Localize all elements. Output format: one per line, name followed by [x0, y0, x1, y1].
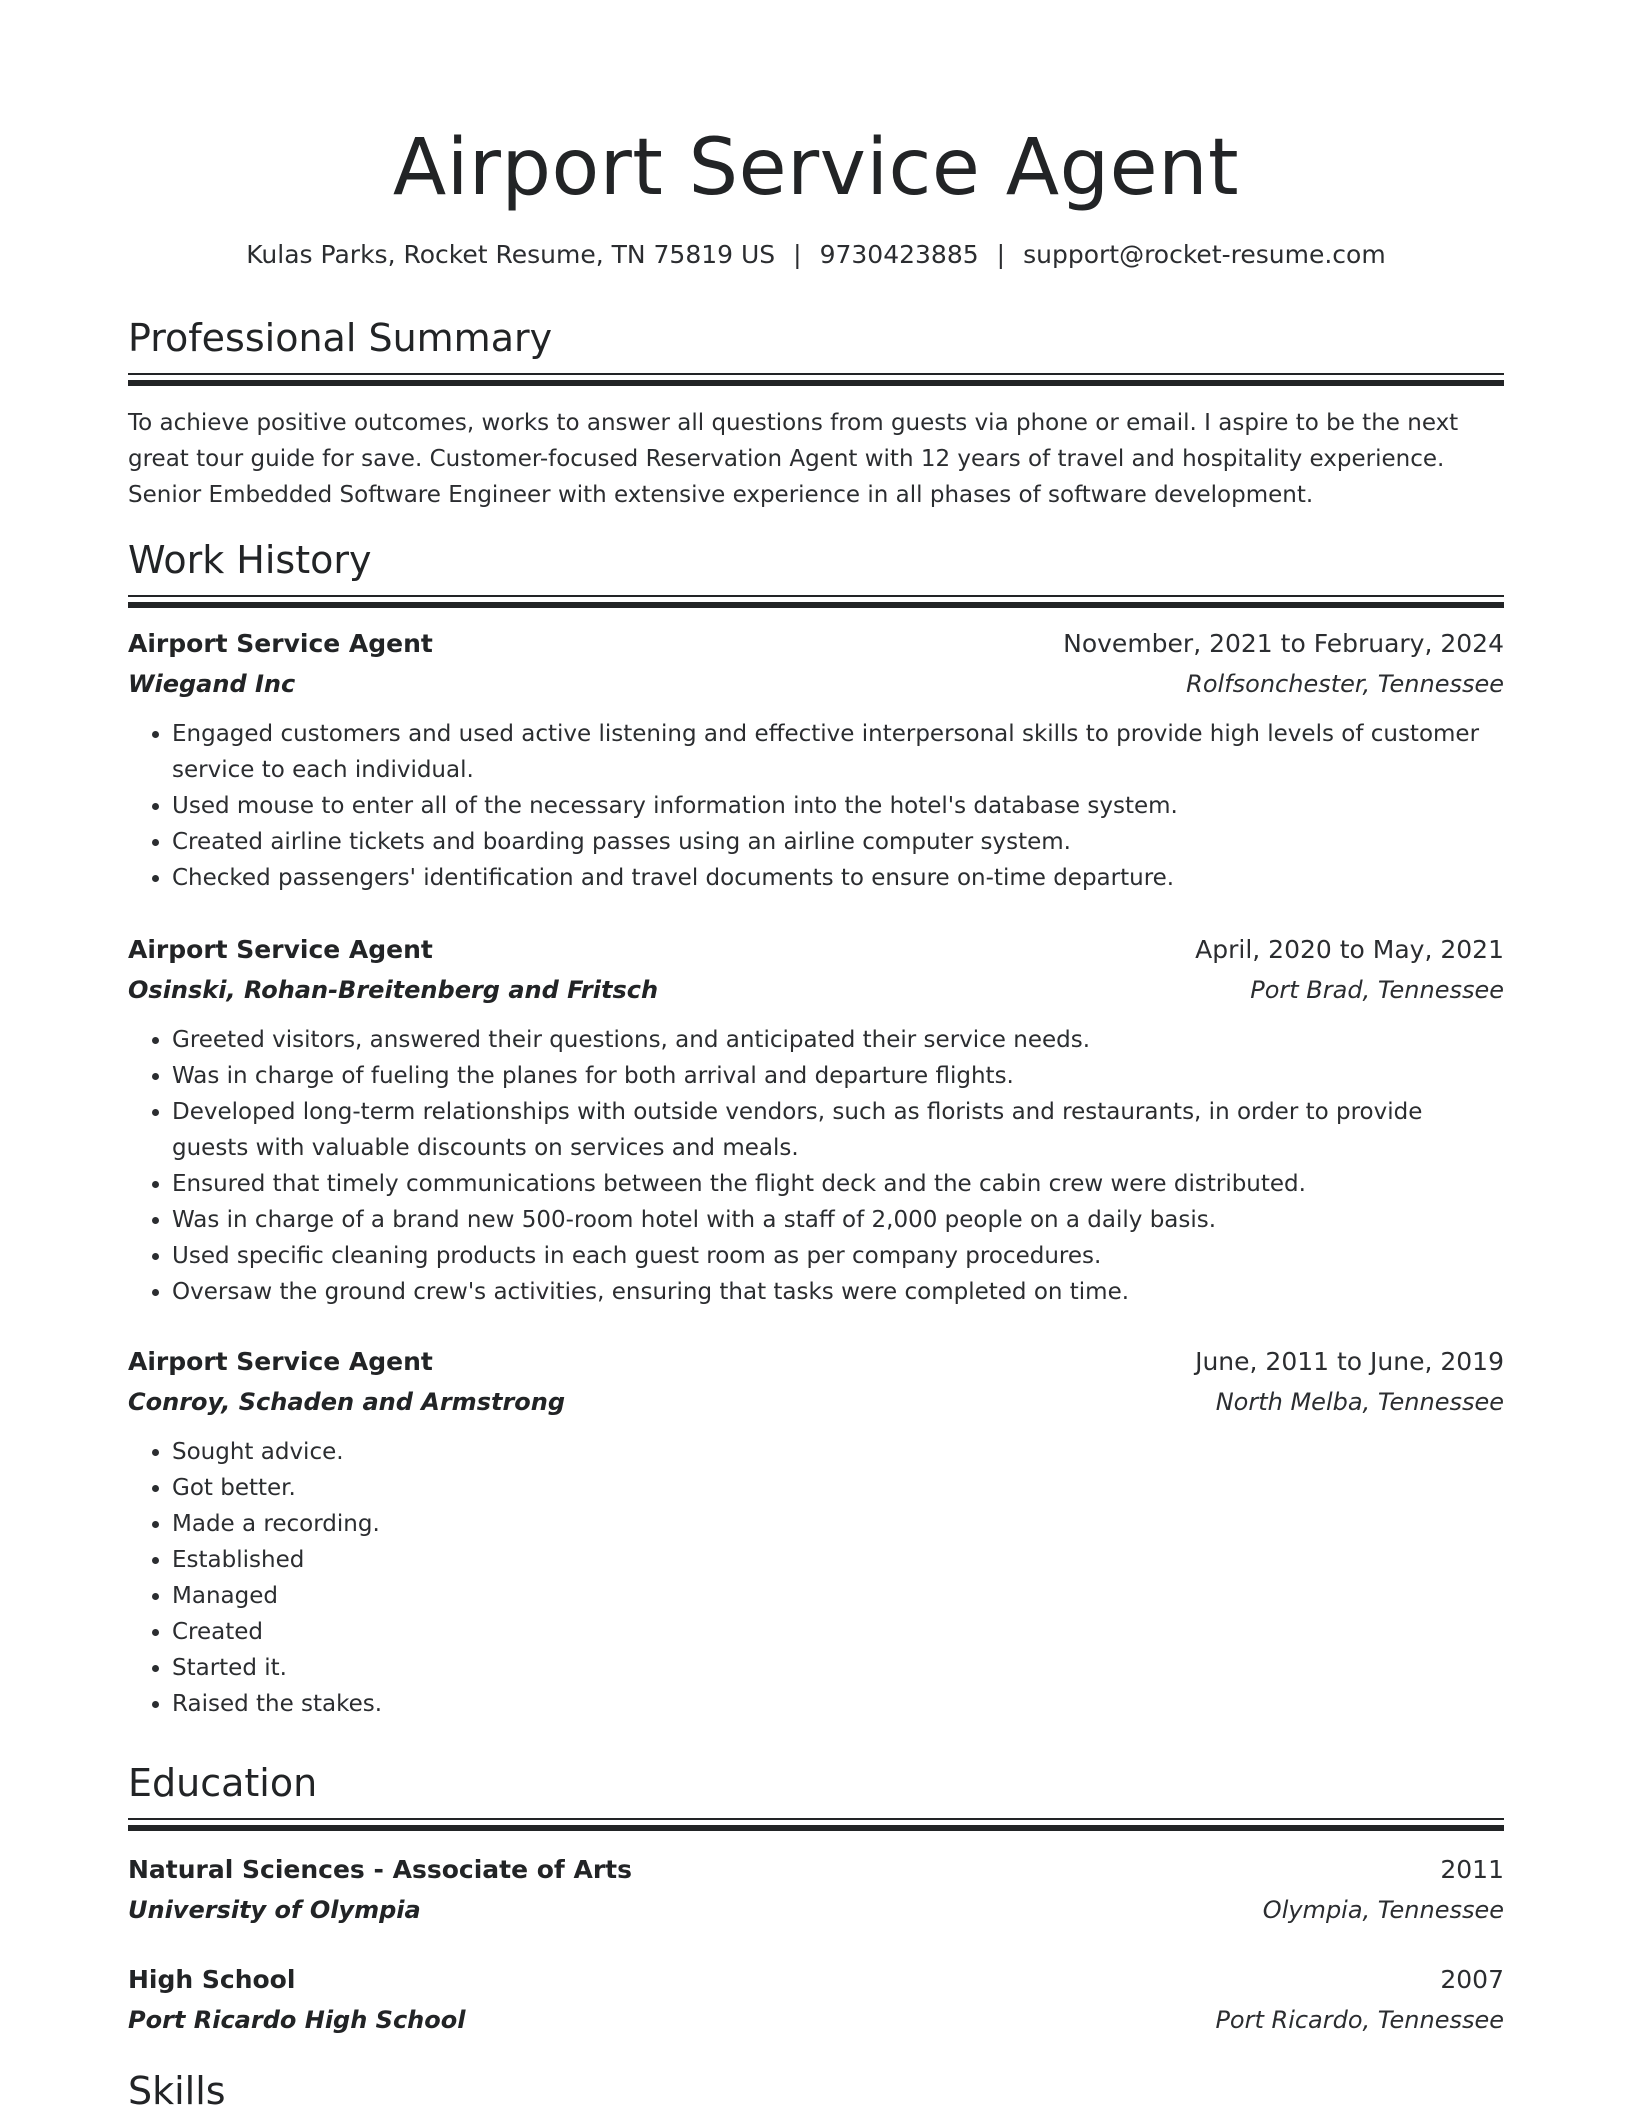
- job-entry: [128, 1342, 1504, 1722]
- list-item: • Was in charge of fueling the planes for both arrival and departure flights.: [172, 1058, 1504, 1094]
- job-location: North Melba, Tennessee: [1215, 1388, 1504, 1416]
- list-item: • Used specific cleaning products in each guest room as per company procedures.: [172, 1238, 1504, 1274]
- school-name: Port Ricardo High School: [128, 2006, 466, 2034]
- job-title: Airport Service Agent: [128, 935, 433, 964]
- job-entry: [128, 624, 1504, 896]
- job-title: Airport Service Agent: [128, 1347, 433, 1376]
- list-item: • Created airline tickets and boarding passes using an airline computer system.: [172, 824, 1504, 860]
- job-entry: [128, 930, 1504, 1310]
- list-item: • Checked passengers' identification and travel documents to ensure on-time departure.: [172, 860, 1504, 896]
- job-bullets: [128, 1434, 1504, 1722]
- list-item: • Established: [172, 1542, 1504, 1578]
- list-item: • Started it.: [172, 1650, 1504, 1686]
- company-name: Osinski, Rohan-Breitenberg and Fritsch: [128, 976, 659, 1004]
- company-name: Wiegand Inc: [128, 670, 296, 698]
- list-item: • Was in charge of a brand new 500-room hotel with a staff of 2,000 people on a daily basis.: [172, 1202, 1504, 1238]
- section-divider: [128, 373, 1504, 387]
- resume-name: Airport Service Agent: [392, 123, 1240, 213]
- contact-separator: |: [996, 240, 1006, 269]
- list-item: • Sought advice.: [172, 1434, 1504, 1470]
- job-title: Airport Service Agent: [128, 629, 433, 658]
- list-item: • Greeted visitors, answered their questions, and anticipated their service needs.: [172, 1022, 1504, 1058]
- contact-phone: 9730423885: [819, 240, 979, 269]
- job-bullets: [128, 716, 1504, 896]
- contact-separator: |: [793, 240, 802, 269]
- list-item: • Made a recording.: [172, 1506, 1504, 1542]
- section-divider: [128, 1818, 1504, 1832]
- job-dates: April, 2020 to May, 2021: [1195, 935, 1504, 964]
- list-item: • Ensured that timely communications between the flight deck and the cabin crew were distributed.: [172, 1166, 1504, 1202]
- list-item: • Got better.: [172, 1470, 1504, 1506]
- school-location: Olympia, Tennessee: [1262, 1896, 1504, 1924]
- degree-name: High School: [128, 1965, 296, 1994]
- list-item: • Engaged customers and used active listening and effective interpersonal skills to provide high levels of customer service to each individual.: [172, 716, 1504, 788]
- education-year: 2007: [1440, 1965, 1504, 1994]
- job-location: Rolfsonchester, Tennessee: [1186, 670, 1504, 698]
- list-item: • Raised the stakes.: [172, 1686, 1504, 1722]
- skills-section: [128, 2066, 1504, 2116]
- summary-section: [128, 313, 1504, 513]
- list-item: • Used mouse to enter all of the necessary information into the hotel's database system.: [172, 788, 1504, 824]
- list-item: • Managed: [172, 1578, 1504, 1614]
- education-entry: [128, 1960, 1504, 2040]
- section-title: Education: [128, 1761, 318, 1805]
- list-item: • Oversaw the ground crew's activities, ensuring that tasks were completed on time.: [172, 1274, 1504, 1310]
- contact-line: [128, 238, 1504, 272]
- contact-email: support@rocket-resume.com: [1023, 240, 1386, 269]
- education-section: [128, 1758, 1504, 1832]
- job-dates: June, 2011 to June, 2019: [1195, 1347, 1504, 1376]
- job-dates: November, 2021 to February, 2024: [1063, 629, 1504, 658]
- company-name: Conroy, Schaden and Armstrong: [128, 1388, 566, 1416]
- section-title: Professional Summary: [128, 316, 553, 360]
- list-item: • Created: [172, 1614, 1504, 1650]
- education-year: 2011: [1440, 1855, 1504, 1884]
- job-location: Port Brad, Tennessee: [1250, 976, 1504, 1004]
- job-bullets: [128, 1022, 1504, 1310]
- degree-name: Natural Sciences - Associate of Arts: [128, 1855, 633, 1884]
- section-title: Skills: [128, 2069, 226, 2113]
- summary-text: To achieve positive outcomes, works to answer all questions from guests via phone or email. I aspire to be the next great tour guide for save. Customer-focused Reservation Agent with 12 years of travel and hospitality experience. Senior Embedded Software Engineer with extensive experience in all phases of software development.: [128, 410, 1459, 508]
- contact-address: Kulas Parks, Rocket Resume, TN 75819 US: [246, 240, 776, 269]
- section-divider: [128, 595, 1504, 609]
- section-title: Work History: [128, 538, 372, 582]
- school-name: University of Olympia: [128, 1896, 421, 1924]
- school-location: Port Ricardo, Tennessee: [1215, 2006, 1504, 2034]
- work-history-section: [128, 535, 1504, 609]
- list-item: • Developed long-term relationships with outside vendors, such as florists and restaurants, in order to provide guests with valuable discounts on services and meals.: [172, 1094, 1504, 1166]
- education-entry: [128, 1850, 1504, 1930]
